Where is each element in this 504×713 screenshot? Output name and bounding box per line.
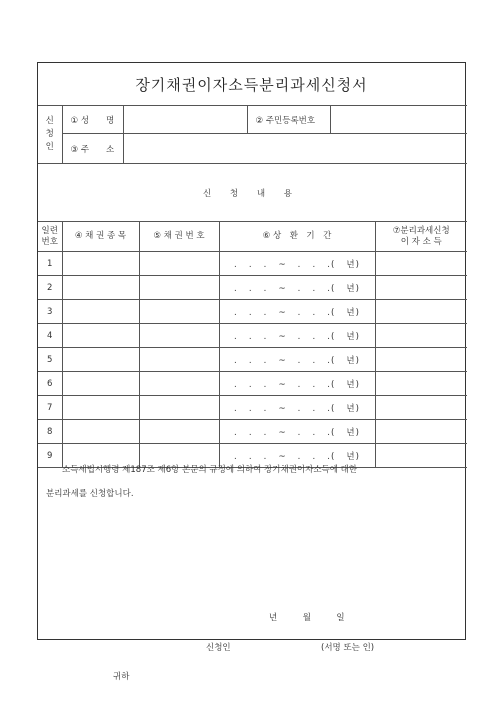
period-cell[interactable]: . . . ~ . . .( 년) [219,372,375,396]
seq-header: 일련 번호 [38,222,62,252]
table-row [38,396,467,420]
redemption-header: ⑥ 상 환 기 간 [219,222,375,252]
income-cell[interactable] [375,420,467,444]
applicant-group-label [38,106,62,164]
sign-note[interactable]: (서명 또는 인) [321,643,375,653]
bond-type-cell[interactable] [62,324,139,348]
income-cell[interactable] [375,372,467,396]
table-row [38,324,467,348]
bond-no-header: ⑤ 채 권 번 호 [139,222,219,252]
period-cell[interactable]: . . . ~ . . .( 년) [219,396,375,420]
bond-type-cell[interactable] [62,300,139,324]
row-number: 7 [38,396,62,420]
table-row [38,300,467,324]
period-cell[interactable]: . . . ~ . . .( 년) [219,252,375,276]
bond-table-header [38,222,467,252]
bond-no-cell[interactable] [139,396,219,420]
bond-type-cell[interactable] [62,396,139,420]
bond-type-cell[interactable] [62,252,139,276]
bond-no-cell[interactable] [139,372,219,396]
row-number: 4 [38,324,62,348]
period-cell[interactable]: . . . ~ . . .( 년) [219,348,375,372]
table-row [38,420,467,444]
table-row [38,276,467,300]
income-cell[interactable] [375,396,467,420]
income-header: ⑦분리과세신청 이 자 소 득 [375,222,467,252]
bond-type-cell[interactable] [62,348,139,372]
rrn-label: ② 주민등록번호 [247,106,330,134]
income-cell[interactable] [375,252,467,276]
bond-no-cell[interactable] [139,420,219,444]
row-number: 9 [38,444,62,468]
table-row [38,348,467,372]
address-field[interactable] [123,134,467,164]
row-number: 6 [38,372,62,396]
bond-type-cell[interactable] [62,420,139,444]
statement-line-1: 소득세법시행령 제187조 제6항 본문의 규정에 의하여 장기채권이자소득에 대한 [62,465,358,475]
bond-no-cell[interactable] [139,276,219,300]
content-title-table [38,163,465,222]
row-number: 1 [38,252,62,276]
bond-type-cell[interactable] [62,372,139,396]
bond-type-header: ④ 채 권 종 목 [62,222,139,252]
table-row [38,372,467,396]
applicant-sign-label: 신청인 [206,643,231,653]
bond-no-cell[interactable] [139,348,219,372]
income-cell[interactable] [375,444,467,468]
bond-no-cell[interactable] [139,300,219,324]
table-row [38,252,467,276]
name-field[interactable] [123,106,247,134]
row-number: 2 [38,276,62,300]
statement-line-2: 분리과세를 신청합니다. [46,489,134,499]
period-cell[interactable]: . . . ~ . . .( 년) [219,420,375,444]
period-cell[interactable]: . . . ~ . . .( 년) [219,276,375,300]
addressee: 귀하 [113,672,130,682]
application-form [37,62,466,682]
bond-no-cell[interactable] [139,252,219,276]
rrn-field[interactable] [330,106,467,134]
income-cell[interactable] [375,324,467,348]
date-line[interactable]: 년 월 일 [269,613,345,623]
income-cell[interactable] [375,300,467,324]
bond-table [38,221,467,468]
bond-no-cell[interactable] [139,324,219,348]
row-number: 5 [38,348,62,372]
form-title: 장기채권이자소득분리과세신청서 [38,63,465,106]
period-cell[interactable]: . . . ~ . . .( 년) [219,300,375,324]
income-cell[interactable] [375,348,467,372]
income-cell[interactable] [375,276,467,300]
name-label: ① 성 명 [62,106,123,134]
address-label: ③ 주 소 [62,134,123,164]
applicant-table [38,105,467,164]
content-title: 신 청 내 용 [38,164,465,222]
period-cell[interactable]: . . . ~ . . .( 년) [219,324,375,348]
row-number: 8 [38,420,62,444]
bond-type-cell[interactable] [62,276,139,300]
row-number: 3 [38,300,62,324]
applicant-group-text: 신 청 인 [45,116,54,152]
period-cell[interactable]: . . . ~ . . .( 년) [219,444,375,468]
